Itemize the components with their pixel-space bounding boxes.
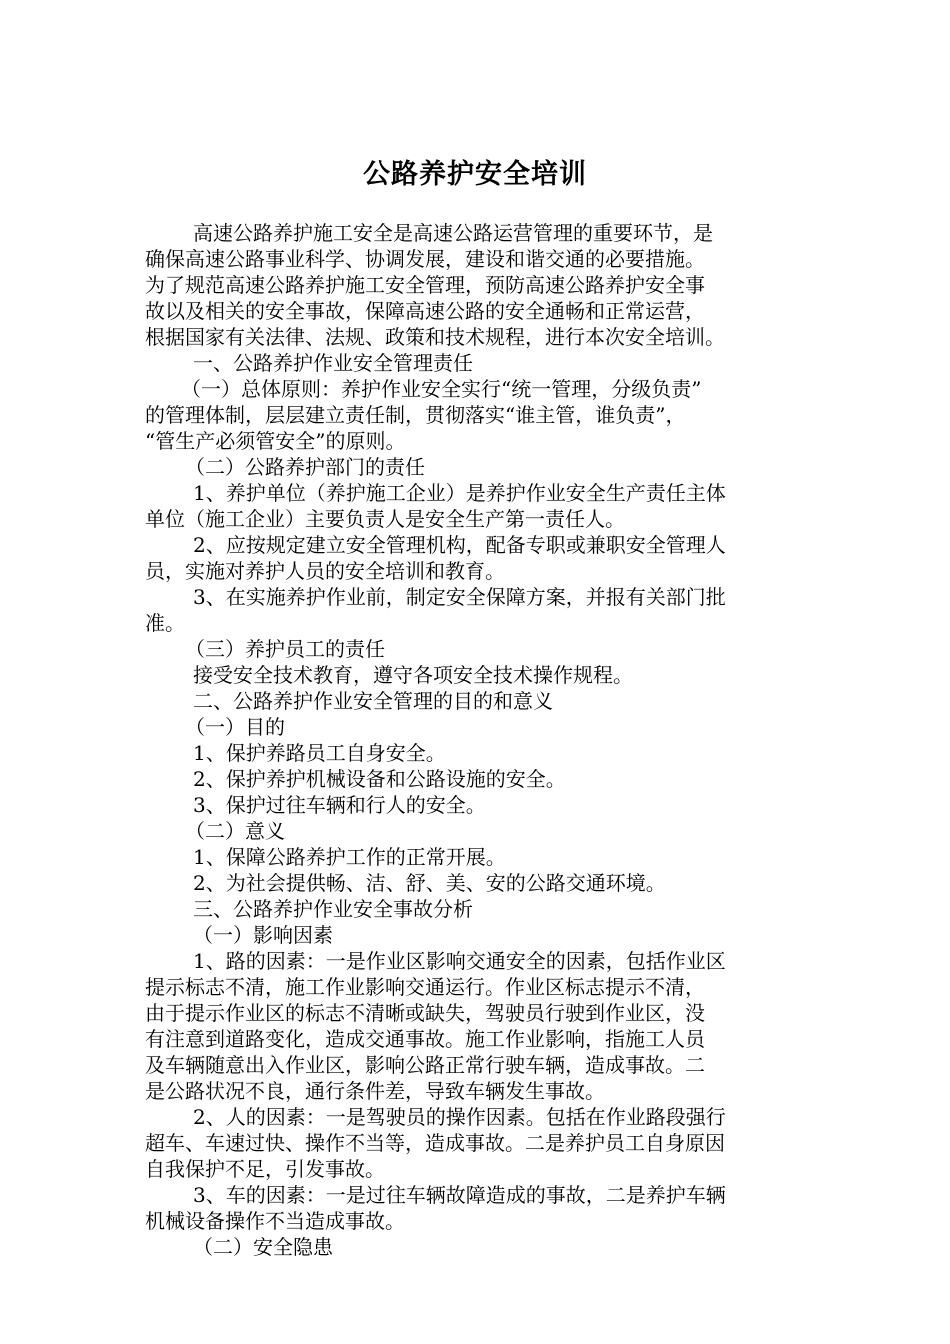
subsection-heading: （一）影响因素 bbox=[193, 923, 333, 947]
section-heading: 一、公路养护作业安全管理责任 bbox=[193, 351, 473, 375]
section-heading: 三、公路养护作业安全事故分析 bbox=[193, 897, 473, 921]
paragraph-line: （一）总体原则：养护作业安全实行“统一管理，分级负责” bbox=[181, 377, 702, 401]
subsection-heading: （一）目的 bbox=[185, 715, 285, 739]
subsection-heading: （二）安全隐患 bbox=[193, 1235, 333, 1259]
paragraph-line: 单位（施工企业）主要负责人是安全生产第一责任人。 bbox=[145, 507, 625, 531]
paragraph-line: 故以及相关的安全事故，保障高速公路的安全通畅和正常运营， bbox=[145, 299, 705, 323]
paragraph-line: 及车辆随意出入作业区，影响公路正常行驶车辆，造成事故。二 bbox=[145, 1053, 705, 1077]
paragraph-line: 为了规范高速公路养护施工安全管理，预防高速公路养护安全事 bbox=[145, 273, 705, 297]
paragraph-line: 2、人的因素：一是驾驶员的操作因素。包括在作业路段强行 bbox=[193, 1105, 726, 1129]
paragraph-line: 自我保护不足，引发事故。 bbox=[145, 1157, 385, 1181]
paragraph-line: 由于提示作业区的标志不清晰或缺失，驾驶员行驶到作业区，没 bbox=[145, 1001, 705, 1025]
paragraph-line: 3、车的因素：一是过往车辆故障造成的事故，二是养护车辆 bbox=[193, 1183, 726, 1207]
subsection-heading: （二）意义 bbox=[185, 819, 285, 843]
paragraph-line: 高速公路养护施工安全是高速公路运营管理的重要环节，是 bbox=[193, 221, 713, 245]
list-item: 3、保护过往车辆和行人的安全。 bbox=[193, 793, 486, 817]
section-heading: 二、公路养护作业安全管理的目的和意义 bbox=[193, 689, 553, 713]
paragraph-line: 超车、车速过快、操作不当等，造成事故。二是养护员工自身原因 bbox=[145, 1131, 725, 1155]
paragraph-line: 接受安全技术教育，遵守各项安全技术操作规程。 bbox=[193, 663, 633, 687]
paragraph-line: 3、在实施养护作业前，制定安全保障方案，并报有关部门批 bbox=[193, 585, 726, 609]
paragraph-line: 根据国家有关法律、法规、政策和技术规程，进行本次安全培训。 bbox=[145, 325, 725, 349]
list-item: 2、保护养护机械设备和公路设施的安全。 bbox=[193, 767, 566, 791]
paragraph-line: 有注意到道路变化，造成交通事故。施工作业影响，指施工人员 bbox=[145, 1027, 705, 1051]
paragraph-line: 确保高速公路事业科学、协调发展，建设和谐交通的必要措施。 bbox=[145, 247, 705, 271]
document-title: 公路养护安全培训 bbox=[363, 159, 587, 190]
paragraph-line: 1、路的因素：一是作业区影响交通安全的因素，包括作业区 bbox=[193, 949, 726, 973]
paragraph-line: 员，实施对养护人员的安全培训和教育。 bbox=[145, 559, 505, 583]
paragraph-line: “管生产必须管安全”的原则。 bbox=[145, 429, 406, 453]
subsection-heading: （二）公路养护部门的责任 bbox=[185, 455, 425, 479]
list-item: 2、为社会提供畅、洁、舒、美、安的公路交通环境。 bbox=[193, 871, 666, 895]
list-item: 1、保护养路员工自身安全。 bbox=[193, 741, 446, 765]
paragraph-line: 2、应按规定建立安全管理机构，配备专职或兼职安全管理人 bbox=[193, 533, 726, 557]
paragraph-line: 机械设备操作不当造成事故。 bbox=[145, 1209, 405, 1233]
subsection-heading: （三）养护员工的责任 bbox=[185, 637, 385, 661]
paragraph-line: 的管理体制，层层建立责任制，贯彻落实“谁主管，谁负责”， bbox=[145, 403, 686, 427]
paragraph-line: 是公路状况不良，通行条件差，导致车辆发生事故。 bbox=[145, 1079, 605, 1103]
paragraph-line: 准。 bbox=[145, 611, 185, 635]
list-item: 1、保障公路养护工作的正常开展。 bbox=[193, 845, 506, 869]
paragraph-line: 1、养护单位（养护施工企业）是养护作业安全生产责任主体 bbox=[193, 481, 726, 505]
paragraph-line: 提示标志不清，施工作业影响交通运行。作业区标志提示不清， bbox=[145, 975, 705, 999]
